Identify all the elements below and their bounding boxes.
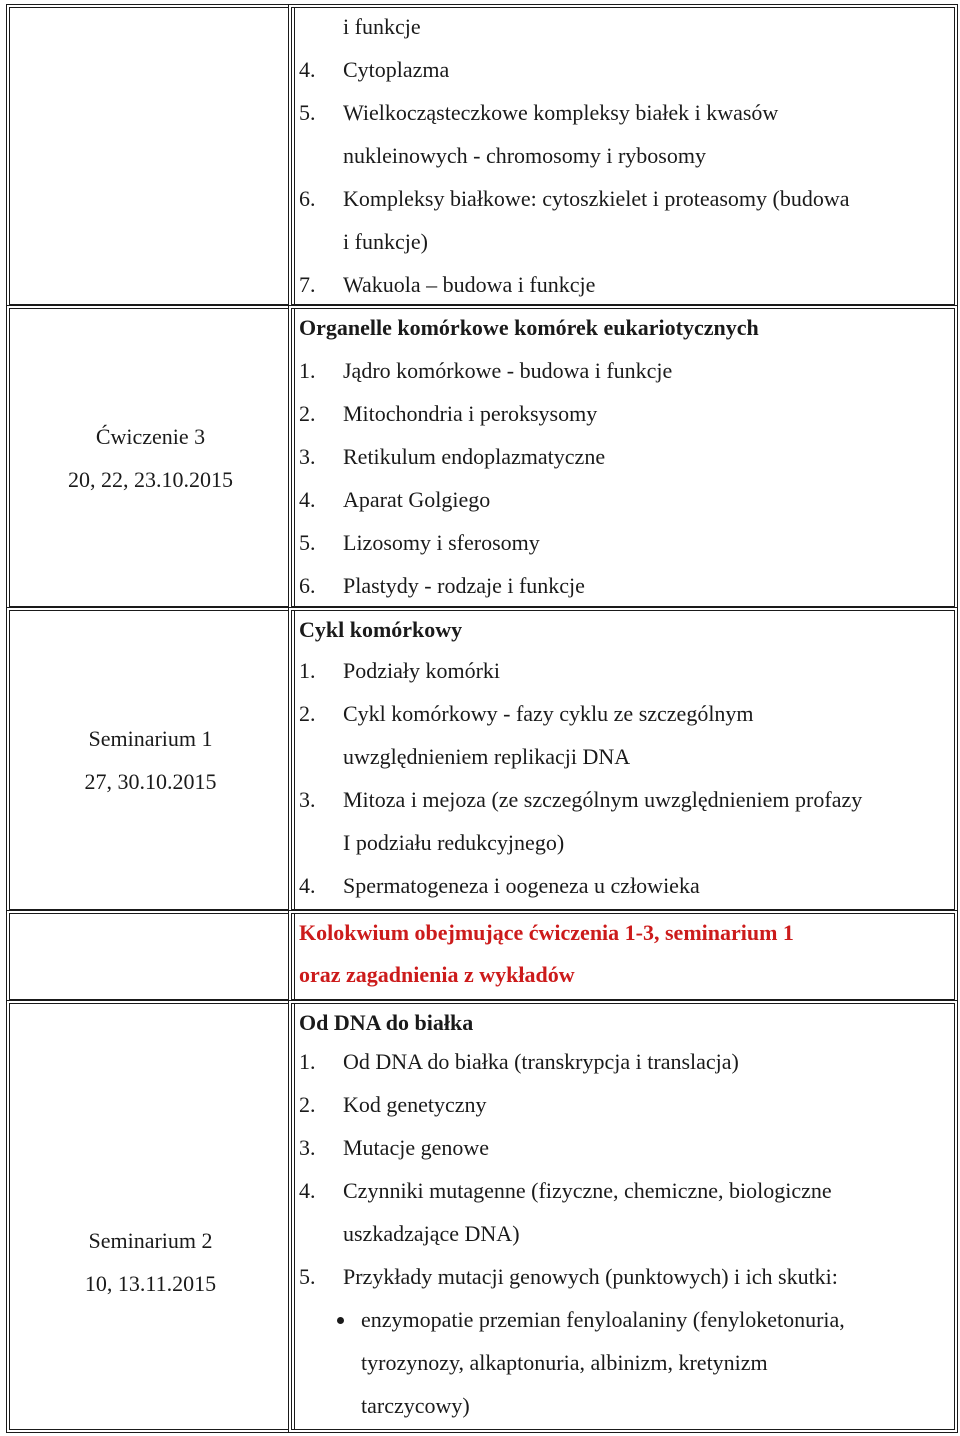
left-cell-seminarium-2 <box>6 1000 295 1433</box>
bullet-item-continuation: tyrozynozy, alkaptonuria, albinizm, kretynizm <box>361 1350 768 1375</box>
right-cell-organelle <box>288 305 958 610</box>
list-item: I podziału redukcyjnego) <box>343 830 565 855</box>
session-date: 20, 22, 23.10.2015 <box>68 466 233 492</box>
left-cell-cwiczenie-3 <box>6 305 295 610</box>
session-date: 10, 13.11.2015 <box>84 1270 217 1296</box>
exam-notice-line-1: Kolokwium obejmujące ćwiczenia 1-3, seminarium 1 <box>299 920 794 945</box>
list-item: 3. Retikulum endoplazmatyczne <box>299 444 606 469</box>
list-item: 3. Mutacje genowe <box>299 1135 489 1160</box>
list-item: nukleinowych - chromosomy i rybosomy <box>343 143 706 168</box>
list-item: 2. Kod genetyczny <box>299 1092 487 1117</box>
right-cell-dna <box>288 1000 958 1433</box>
list-item: i funkcje) <box>343 229 428 254</box>
session-title: Seminarium 2 <box>88 1227 213 1253</box>
list-item: 1. Podziały komórki <box>299 658 501 683</box>
list-item: 2. Cykl komórkowy - fazy cyklu ze szczególnym <box>299 701 754 726</box>
section-heading: Cykl komórkowy <box>299 617 463 642</box>
list-item: 2. Mitochondria i peroksysomy <box>299 401 598 426</box>
session-title: Ćwiczenie 3 <box>95 423 206 449</box>
list-item: 1. Od DNA do białka (transkrypcja i translacja) <box>299 1049 739 1074</box>
list-item: 3. Mitoza i mejoza (ze szczególnym uwzględnieniem profazy <box>299 787 863 812</box>
right-cell-continuation <box>288 4 958 308</box>
session-date: 27, 30.10.2015 <box>84 769 217 794</box>
list-item: 1. Jądro komórkowe - budowa i funkcje <box>299 358 673 383</box>
list-item: uszkadzające DNA) <box>343 1221 520 1246</box>
left-cell-seminarium-1 <box>6 607 295 913</box>
right-cell-kolokwium <box>288 910 958 1003</box>
left-cell-empty-1 <box>6 4 295 308</box>
list-item: 4. Czynniki mutagenne (fizyczne, chemiczne, biologiczne <box>299 1178 832 1203</box>
list-item: 4. Cytoplazma <box>299 57 450 82</box>
list-item: i funkcje <box>343 14 421 39</box>
list-item: 5. Wielkocząsteczkowe kompleksy białek i kwasów <box>299 100 779 125</box>
left-cell-empty-2 <box>6 910 295 1003</box>
list-item: uwzględnieniem replikacji DNA <box>343 744 631 769</box>
list-item: 4. Aparat Golgiego <box>299 487 491 512</box>
list-item: 6. Kompleksy białkowe: cytoszkielet i proteasomy (budowa <box>299 186 850 211</box>
exam-notice-line-2: oraz zagadnienia z wykładów <box>299 962 575 987</box>
list-item: 7. Wakuola – budowa i funkcje <box>299 272 596 297</box>
bullet-item-continuation: tarczycowy) <box>361 1393 470 1418</box>
list-item: 4. Spermatogeneza i oogeneza u człowieka <box>299 873 700 898</box>
list-item: 5. Przykłady mutacji genowych (punktowych) i ich skutki: <box>299 1264 838 1289</box>
session-title: Seminarium 1 <box>88 726 213 751</box>
list-item: 5. Lizosomy i sferosomy <box>299 530 540 555</box>
section-heading: Organelle komórkowe komórek eukariotycznych <box>299 315 759 340</box>
bullet-dot-icon <box>337 1317 344 1324</box>
bullet-item: enzymopatie przemian fenyloalaniny (fenyloketonuria, <box>299 1298 951 1341</box>
list-item: 6. Plastydy - rodzaje i funkcje <box>299 573 585 598</box>
section-heading: Od DNA do białka <box>299 1010 474 1035</box>
right-cell-cykl <box>288 607 958 913</box>
